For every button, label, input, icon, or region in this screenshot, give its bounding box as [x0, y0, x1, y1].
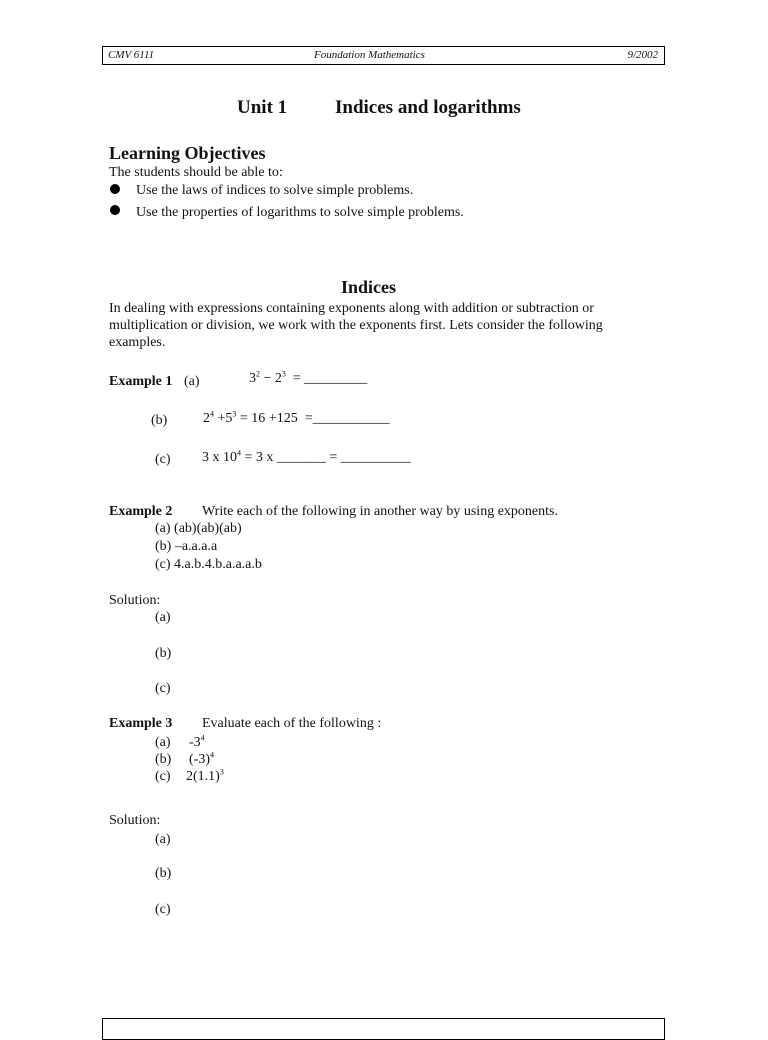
- example3-item-b-label: (b): [155, 752, 172, 767]
- objective-item-1: Use the laws of indices to solve simple problems.: [136, 183, 414, 198]
- example2-item-b: (b) –a.a.a.a: [155, 539, 218, 554]
- example2-solution-label: Solution:: [109, 593, 161, 608]
- example1-part-c-label: (c): [155, 452, 171, 467]
- example2-solution-c: (c): [155, 681, 171, 696]
- indices-para-line-3: examples.: [109, 335, 166, 350]
- example2-solution-b: (b): [155, 646, 172, 661]
- unit-title: Indices and logarithms: [335, 97, 521, 118]
- example3-item-b: $(-3)^4$: [189, 750, 214, 767]
- example3-solution-a: (a): [155, 832, 171, 847]
- example1-part-c-expression: 3 x $10^4 = 3$ x _______ = __________: [202, 448, 411, 465]
- example1-part-b-expression: $2^4 +5^3 = 16 +125$ =___________: [203, 409, 390, 426]
- example2-label: Example 2: [109, 504, 173, 519]
- example3-solution-label: Solution:: [109, 813, 161, 828]
- example3-item-c-label: (c): [155, 769, 171, 784]
- example3-item-a-label: (a): [155, 735, 171, 750]
- indices-para-line-2: multiplication or division, we work with the exponents first. Lets consider the following: [109, 318, 603, 333]
- header-date: 9/2002: [627, 49, 658, 61]
- objectives-intro: The students should be able to:: [109, 165, 283, 180]
- example3-solution-b: (b): [155, 866, 172, 881]
- example2-item-a: (a) (ab)(ab)(ab): [155, 521, 242, 536]
- indices-heading: Indices: [341, 277, 397, 297]
- objectives-heading: Learning Objectives: [109, 143, 266, 163]
- indices-para-line-1: In dealing with expressions containing exponents along with addition or subtraction or: [109, 301, 594, 316]
- page-header: [102, 46, 665, 65]
- example1-part-a-expression: $3^2 - 2^3$ = _________: [249, 369, 368, 386]
- example1-part-a-label: (a): [184, 374, 200, 389]
- example3-item-a: $-3^4$: [189, 733, 205, 750]
- example3-item-c: $2(1.1)^3$: [186, 767, 224, 784]
- example2-prompt: Write each of the following in another way by using exponents.: [202, 504, 558, 519]
- page-footer: [102, 1018, 665, 1040]
- course-code: CMV 6111: [108, 49, 155, 61]
- course-name: Foundation Mathematics: [314, 49, 425, 61]
- unit-label: Unit 1: [237, 97, 288, 118]
- example1-label: Example 1: [109, 374, 173, 389]
- example2-solution-a: (a): [155, 610, 171, 625]
- example2-item-c: (c) 4.a.b.4.b.a.a.a.b: [155, 557, 262, 572]
- bullet-icon: [110, 184, 120, 194]
- example3-prompt: Evaluate each of the following :: [202, 716, 382, 731]
- example3-solution-c: (c): [155, 902, 171, 917]
- example1-part-b-label: (b): [151, 413, 168, 428]
- objective-item-2: Use the properties of logarithms to solve simple problems.: [136, 205, 464, 220]
- example3-label: Example 3: [109, 716, 173, 731]
- bullet-icon: [110, 205, 120, 215]
